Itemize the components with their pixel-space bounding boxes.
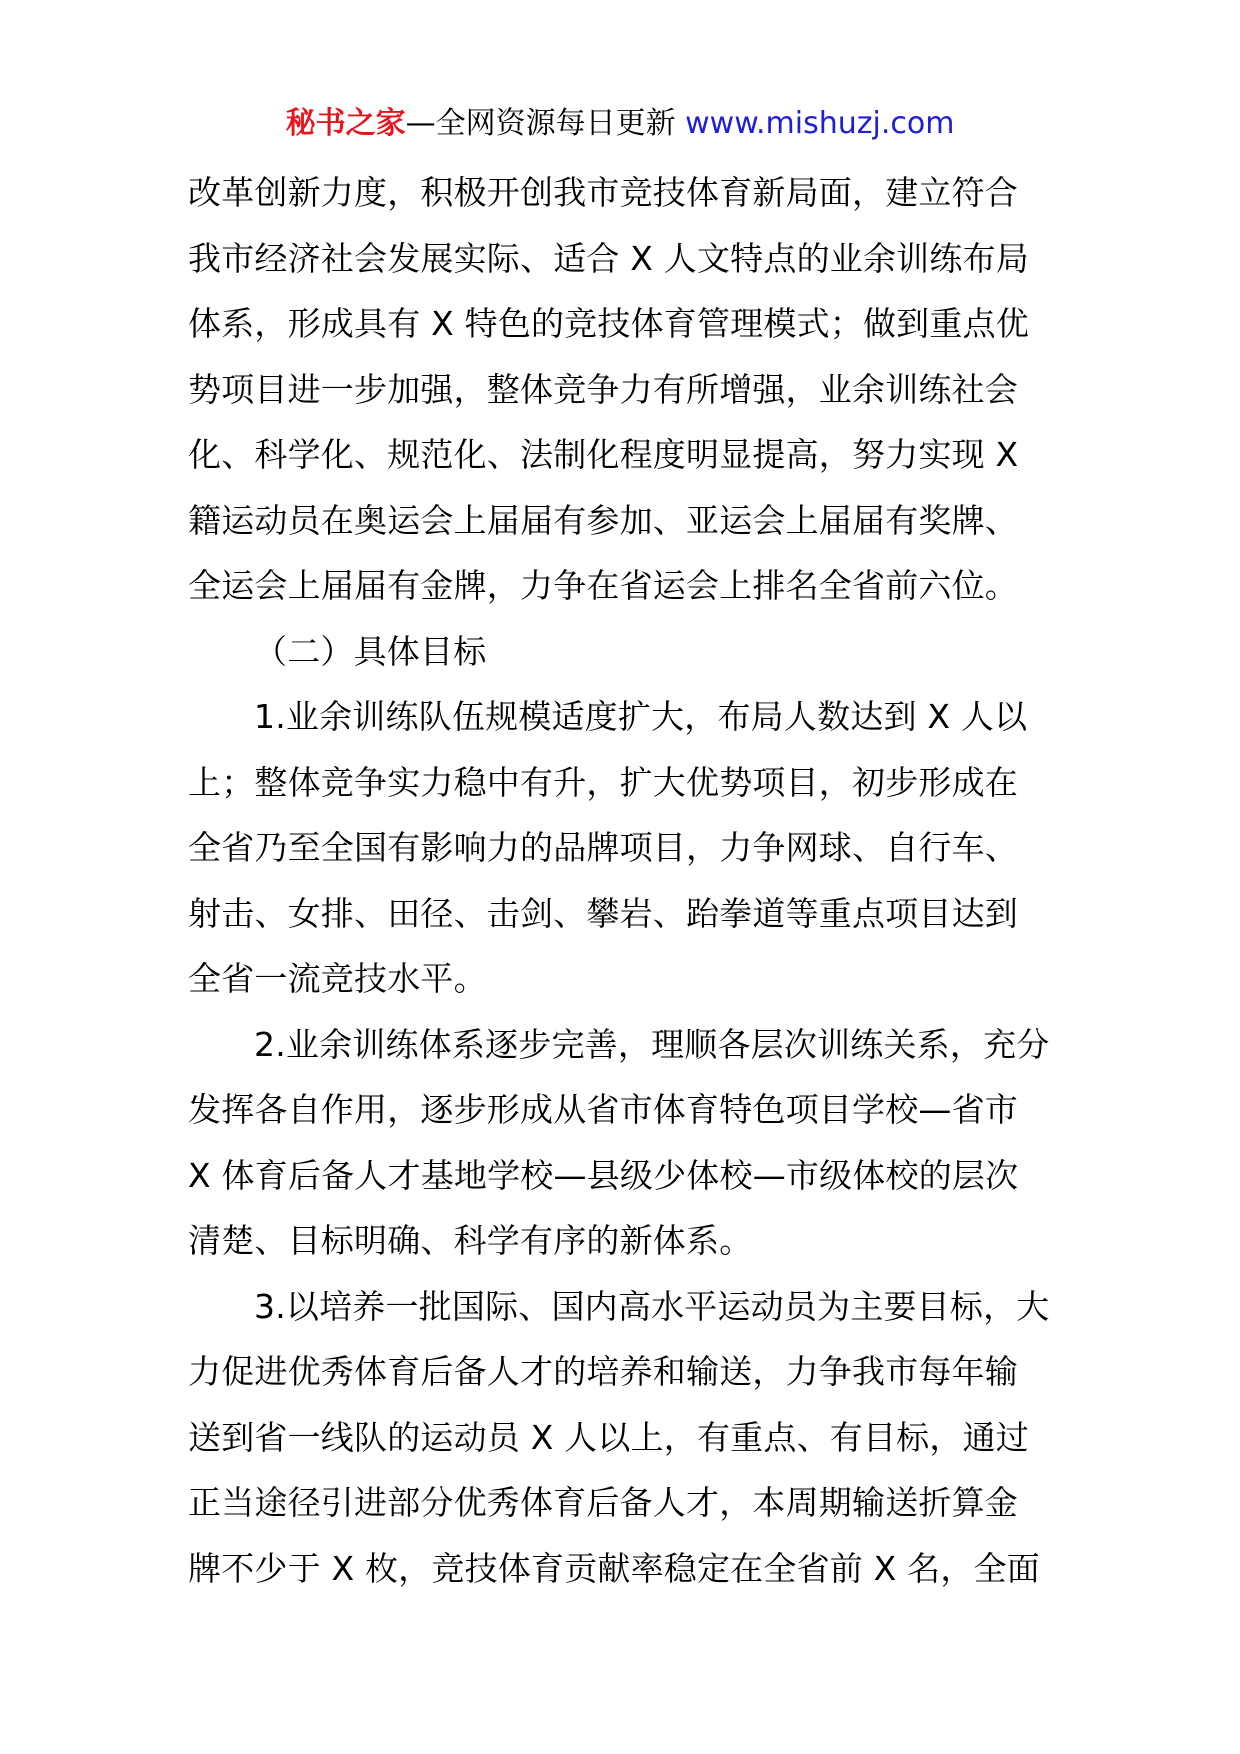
text-line: 2.业余训练体系逐步完善，理顺各层次训练关系，充分 [254,1024,1050,1064]
text-line: 上；整体竞争实力稳中有升，扩大优势项目，初步形成在 [188,762,1018,802]
text-line: 正当途径引进部分优秀体育后备人才，本周期输送折算金 [188,1483,1018,1522]
site-url-link[interactable]: www.mishuzj.com [685,106,955,141]
text-line: 改革创新力度，积极开创我市竞技体育新局面，建立符合 [188,173,1018,212]
header-slogan: —全网资源每日更新 [405,106,686,141]
document-body [188,160,1058,1601]
text-line: X 体育后备人才基地学校—县级少体校—市级体校的层次 [188,1155,1019,1195]
text-line: 3.以培养一批国际、国内高水平运动员为主要目标，大 [254,1286,1050,1326]
text-line: 力促进优秀体育后备人才的培养和输送，力争我市每年输 [188,1352,1018,1391]
text-line: 势项目进一步加强，整体竞争力有所增强，业余训练社会 [188,369,1018,409]
text-line: 籍运动员在奥运会上届届有参加、亚运会上届届有奖牌、 [188,500,1018,540]
text-line: 射击、女排、田径、击剑、攀岩、跆拳道等重点项目达到 [188,893,1018,933]
brand-name: 秘书之家 [285,106,406,141]
section-heading: （二）具体目标 [254,631,487,671]
text-line: 1.业余训练队伍规模适度扩大，布局人数达到 X 人以 [254,697,1028,736]
text-line: 发挥各自作用，逐步形成从省市体育特色项目学校—省市 [188,1090,1018,1129]
text-line: 送到省一线队的运动员 X 人以上，有重点、有目标，通过 [188,1417,1029,1457]
text-line: 全运会上届届有金牌，力争在省运会上排名全省前六位。 [188,566,1018,605]
text-line: 牌不少于 X 枚，竞技体育贡献率稳定在全省前 X 名，全面 [188,1548,1040,1588]
text-line: 全省乃至全国有影响力的品牌项目，力争网球、自行车、 [188,828,1018,867]
text-line: 清楚、目标明确、科学有序的新体系。 [188,1221,753,1260]
site-header [0,102,1240,146]
text-line: 全省一流竞技水平。 [188,959,487,998]
text-line: 我市经济社会发展实际、适合 X 人文特点的业余训练布局 [188,238,1029,278]
text-line: 化、科学化、规范化、法制化程度明显提高，努力实现 X [188,435,1019,474]
text-line: 体系，形成具有 X 特色的竞技体育管理模式；做到重点优 [188,304,1029,343]
